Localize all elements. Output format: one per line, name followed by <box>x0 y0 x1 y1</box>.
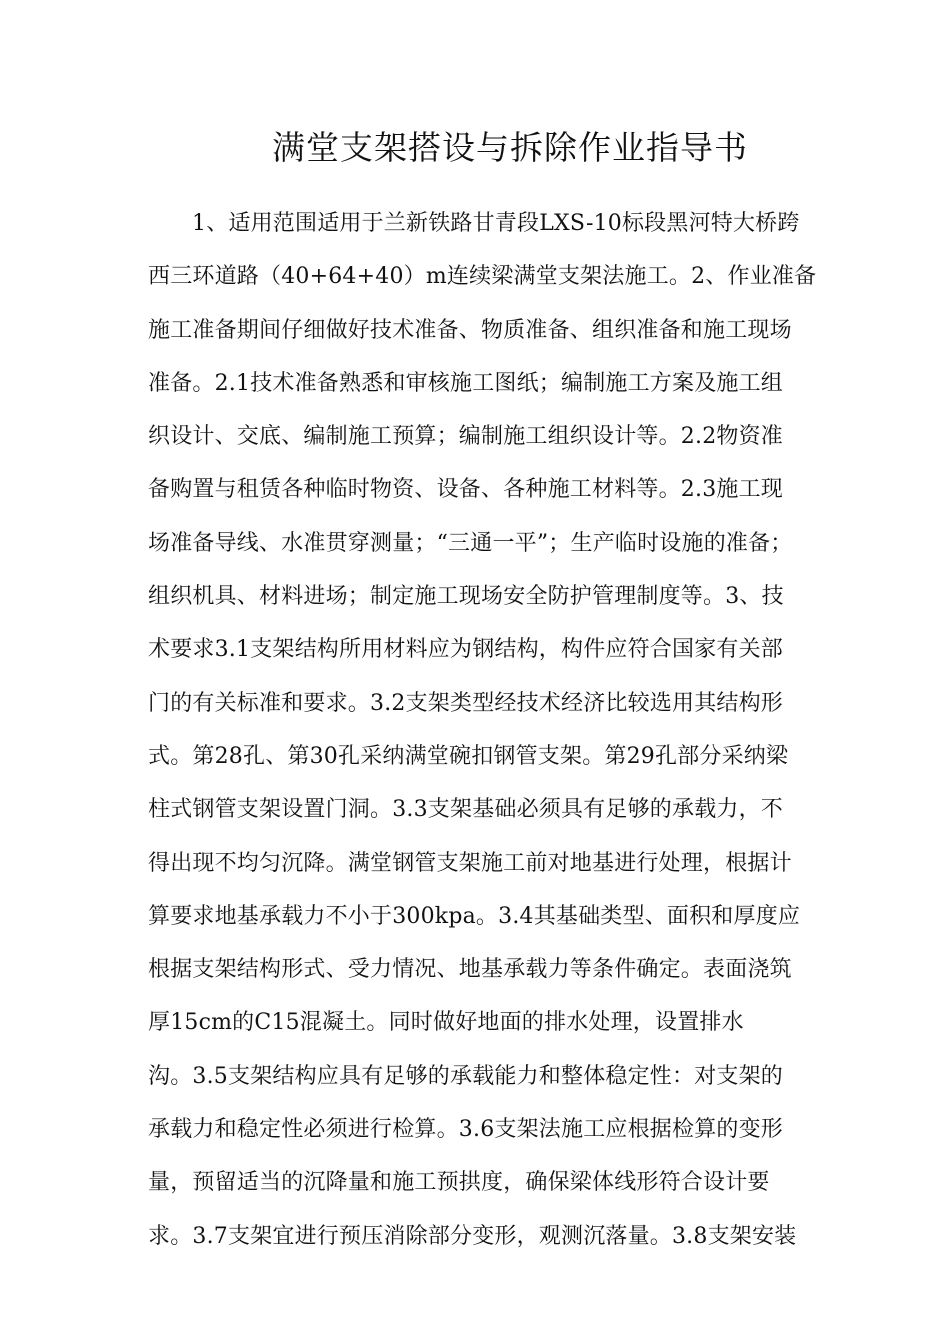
body-line: 1、适用范围适用于兰新铁路甘青段LXS-10标段黑河特大桥跨 <box>192 211 800 236</box>
body-line: 西三环道路（40+64+40）m连续梁满堂支架法施工。2、作业准备 <box>148 264 817 290</box>
document-body <box>148 197 817 1263</box>
body-line: 门的有关标准和要求。3.2支架类型经技术经济比较选用其结构形 <box>148 690 783 716</box>
body-line: 组织机具、材料进场；制定施工现场安全防护管理制度等。3、技 <box>148 584 784 610</box>
body-line: 柱式钢管支架设置门洞。3.3支架基础必须具有足够的承载力，不 <box>148 797 783 823</box>
body-line: 备购置与租赁各种临时物资、设备、各种施工材料等。2.3施工现 <box>148 477 783 503</box>
body-line: 承载力和稳定性必须进行检算。3.6支架法施工应根据检算的变形 <box>148 1117 783 1143</box>
body-line: 得出现不均匀沉降。满堂钢管支架施工前对地基进行处理，根据计 <box>148 850 792 876</box>
body-line: 施工准备期间仔细做好技术准备、物质准备、组织准备和施工现场 <box>148 317 792 343</box>
body-line: 场准备导线、水准贯穿测量；“三通一平”；生产临时设施的准备； <box>148 530 793 556</box>
body-line: 求。3.7支架宜进行预压消除部分变形，观测沉落量。3.8支架安装 <box>148 1223 797 1249</box>
body-line: 术要求3.1支架结构所用材料应为钢结构，构件应符合国家有关部 <box>148 637 783 663</box>
body-line: 量，预留适当的沉降量和施工预拱度，确保梁体线形符合设计要 <box>148 1170 770 1196</box>
document-title: 满堂支架搭设与拆除作业指导书 <box>272 128 748 167</box>
body-line: 厚15cm的C15混凝土。同时做好地面的排水处理，设置排水 <box>148 1010 744 1036</box>
body-line: 沟。3.5支架结构应具有足够的承载能力和整体稳定性：对支架的 <box>148 1063 783 1089</box>
body-line: 根据支架结构形式、受力情况、地基承载力等条件确定。表面浇筑 <box>148 957 792 983</box>
body-line: 织设计、交底、编制施工预算；编制施工组织设计等。2.2物资准 <box>148 424 783 450</box>
body-line: 式。第28孔、第30孔采纳满堂碗扣钢管支架。第29孔部分采纳梁 <box>148 743 789 769</box>
body-line: 准备。2.1技术准备熟悉和审核施工图纸；编制施工方案及施工组 <box>148 370 783 396</box>
body-line: 算要求地基承载力不小于300kpa。3.4其基础类型、面积和厚度应 <box>148 903 801 929</box>
